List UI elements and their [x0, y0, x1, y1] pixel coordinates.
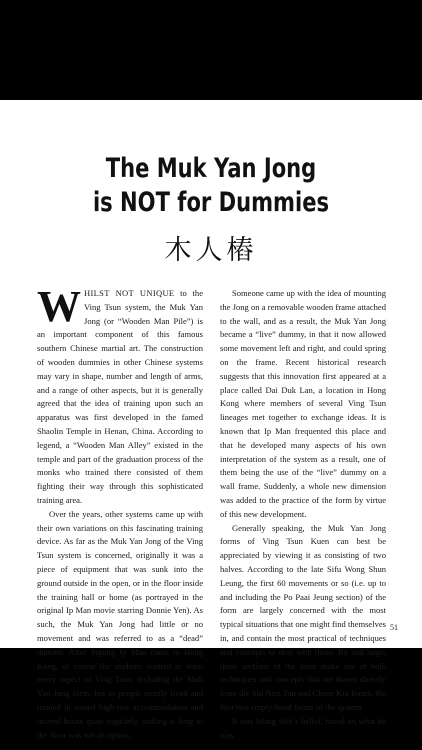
- paragraph: It was Wong Sifu’s belief, based on what he was: [220, 715, 386, 740]
- right-column: [220, 287, 386, 742]
- book-page: [0, 100, 422, 740]
- drop-cap: W: [37, 282, 81, 331]
- title-line-1: The Muk Yan Jong: [105, 153, 317, 184]
- paragraph: [37, 282, 203, 508]
- paragraph: Generally speaking, the Muk Yan Jong forms of Ving Tsun Kuen can best be appreciated by viewing it as consisting of two halves. According to the late Sifu Wong Shun Leung, the first 60 movements or so (i.e. up to and including the Po Paai Jeung section) of the form are largely concerned with the most typical situations that one might find themselves in, and contain the most practical of techniques and concepts to deal with these. By and large, these sections of the form make use of both techniques and concepts that are drawn directly from the Siu Nim Tau and Chum Kiu forms, the first two empty-hand forms of the system.: [220, 522, 386, 712]
- page-title: [46, 152, 375, 220]
- left-column: [37, 282, 203, 742]
- title-line-2: is NOT for Dummies: [92, 187, 330, 218]
- paragraph: Someone came up with the idea of mounting the Jong on a removable wooden frame attached to the wall, and as a result, the Muk Yan Jong became a “live” dummy, in that it now allowed some movement left and right, and could spring on the frame. Recent historical research suggests that this innovation first appeared at a place called Dai Duk Lan, a location in Hong Kong where members of several Ving Tsun lineages met together to exchange ideas. It is known that Ip Man frequented this place and that he developed many aspects of his own interpretation of the system as a result, one of them being the use of the “live” dummy on a wall frame. Suddenly, a whole new dimension was added to the practice of the form by virtue of this new development.: [220, 288, 386, 519]
- paragraph-text: to the Ving Tsun system, the Muk Yan Jong (or “Wooden Man Pile”) is an important component of this famous southern Chinese martial art. The construction of wooden dummies in other Chinese systems may vary in shape, number and length of arms, and a range of other aspects, but it is generally agreed that the idea of training upon such an apparatus was first developed in the famed Shaolin Temple in Henan, China. According to legend, a “Wooden Man Alley” existed in the temple and part of the graduation process of the monks who trained there consisted of them fighting their way through this sophisticated training area.: [37, 288, 203, 505]
- page-number: 51: [390, 623, 398, 632]
- paragraph: Over the years, other systems came up with their own variations on this fascinating training device. As far as the Muk Yan Jong of the Ving Tsun system is concerned, originally it was a piece of equipment that was sunk into the ground outside in the open, or in the floor inside the training hall or home (as portrayed in the original Ip Man movie starring Donnie Yen). As such, the Muk Yan Jong had little or no movement and was referred to as a “dead” dummy. After Sigung Ip Man came to Hong Kong, of course the students wanted to learn every aspect of Ving Tsun, including the Muk Yan Jong form, but as people mostly lived and trained in rented high-rise accommodation and moved house quite regularly, sinking a Jong in the floor was not an option.: [37, 508, 203, 740]
- lead-in: HILST NOT UNIQUE: [84, 288, 175, 298]
- chinese-title: 木人樁: [164, 235, 258, 265]
